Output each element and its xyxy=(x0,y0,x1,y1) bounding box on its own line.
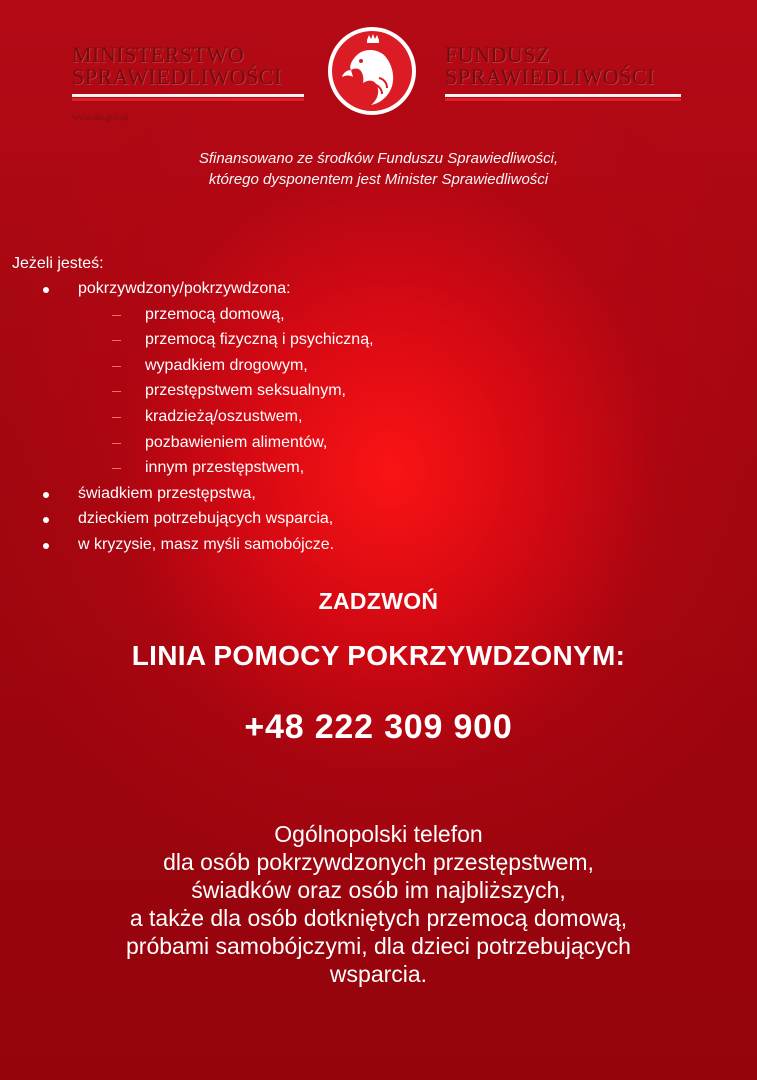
sub-list-item xyxy=(0,327,757,353)
dash-icon xyxy=(112,340,121,341)
sub-list-item-label: przestępstwem seksualnym, xyxy=(145,382,346,400)
bullet-icon xyxy=(43,492,49,498)
list-item xyxy=(0,506,757,532)
ministry-red-stripe xyxy=(72,98,304,101)
description-line: a także dla osób dotkniętych przemocą domową, xyxy=(129,905,628,931)
ministry-url: www.ms.gov.pl xyxy=(72,112,129,122)
sub-list-item-label: innym przestępstwem, xyxy=(145,459,305,477)
fund-logo-line2: SPRAWIEDLIWOŚCI xyxy=(445,64,655,89)
sub-list-item-label: przemocą fizyczną i psychiczną, xyxy=(145,331,374,349)
description-line: Ogólnopolski telefon xyxy=(274,821,483,847)
call-to-action: ZADZWOŃ xyxy=(318,588,439,614)
sub-list-item xyxy=(0,455,757,481)
fund-logo-text xyxy=(445,44,655,88)
helpline-description xyxy=(0,820,757,988)
bullet-icon xyxy=(43,517,49,523)
list-item-label: pokrzywdzony/pokrzywdzona: xyxy=(78,280,291,297)
list-item xyxy=(0,481,757,507)
description-line: świadków oraz osób im najbliższych, xyxy=(191,877,566,903)
dash-icon xyxy=(112,443,121,444)
funding-note xyxy=(0,148,757,190)
sub-list-item xyxy=(0,302,757,328)
fund-red-stripe xyxy=(445,98,681,101)
fund-logo-line1: FUNDUSZ xyxy=(445,42,550,67)
fund-white-stripe xyxy=(445,94,681,97)
description-line: wsparcia. xyxy=(329,961,428,987)
list-item xyxy=(0,276,757,302)
dash-icon xyxy=(112,315,121,316)
bullet-icon xyxy=(43,287,49,293)
situation-list xyxy=(0,276,757,558)
dash-icon xyxy=(112,468,121,469)
description-line: dla osób pokrzywdzonych przestępstwem, xyxy=(163,849,594,875)
phone-number: +48 222 309 900 xyxy=(244,708,513,746)
dash-icon xyxy=(112,391,121,392)
helpline-title: LINIA POMOCY POKRZYWDZONYM: xyxy=(131,640,626,671)
description-line: próbami samobójczymi, dla dzieci potrzebujących xyxy=(126,933,631,959)
intro-text: Jeżeli jesteś: xyxy=(12,255,104,272)
dash-icon xyxy=(112,366,121,367)
sub-list-item xyxy=(0,404,757,430)
sub-list-item-label: przemocą domową, xyxy=(145,305,285,323)
ministry-logo-line2: SPRAWIEDLIWOŚCI xyxy=(72,64,282,89)
sub-list-item xyxy=(0,430,757,456)
white-eagle-emblem-icon xyxy=(327,26,417,116)
list-item-label: dzieckiem potrzebujących wsparcia, xyxy=(78,510,334,528)
sub-list-item xyxy=(0,353,757,379)
list-item xyxy=(0,532,757,558)
dash-icon xyxy=(112,417,121,418)
list-item-label: w kryzysie, masz myśli samobójcze. xyxy=(78,535,335,553)
sub-list-item-label: wypadkiem drogowym, xyxy=(145,356,308,374)
ministry-white-stripe xyxy=(72,94,304,97)
sub-list-item xyxy=(0,378,757,404)
bullet-icon xyxy=(43,543,49,549)
funding-note-line1: Sfinansowano ze środków Funduszu Sprawiedliwości, xyxy=(198,150,559,167)
ministry-logo-text xyxy=(72,44,282,88)
sub-list-item-label: pozbawieniem alimentów, xyxy=(145,433,328,451)
list-item-label: świadkiem przestępstwa, xyxy=(78,484,256,502)
ministry-logo-line1: MINISTERSTWO xyxy=(72,42,245,67)
funding-note-line2: którego dysponentem jest Minister Sprawiedliwości xyxy=(208,171,549,188)
sub-list-item-label: kradzieżą/oszustwem, xyxy=(145,407,303,425)
